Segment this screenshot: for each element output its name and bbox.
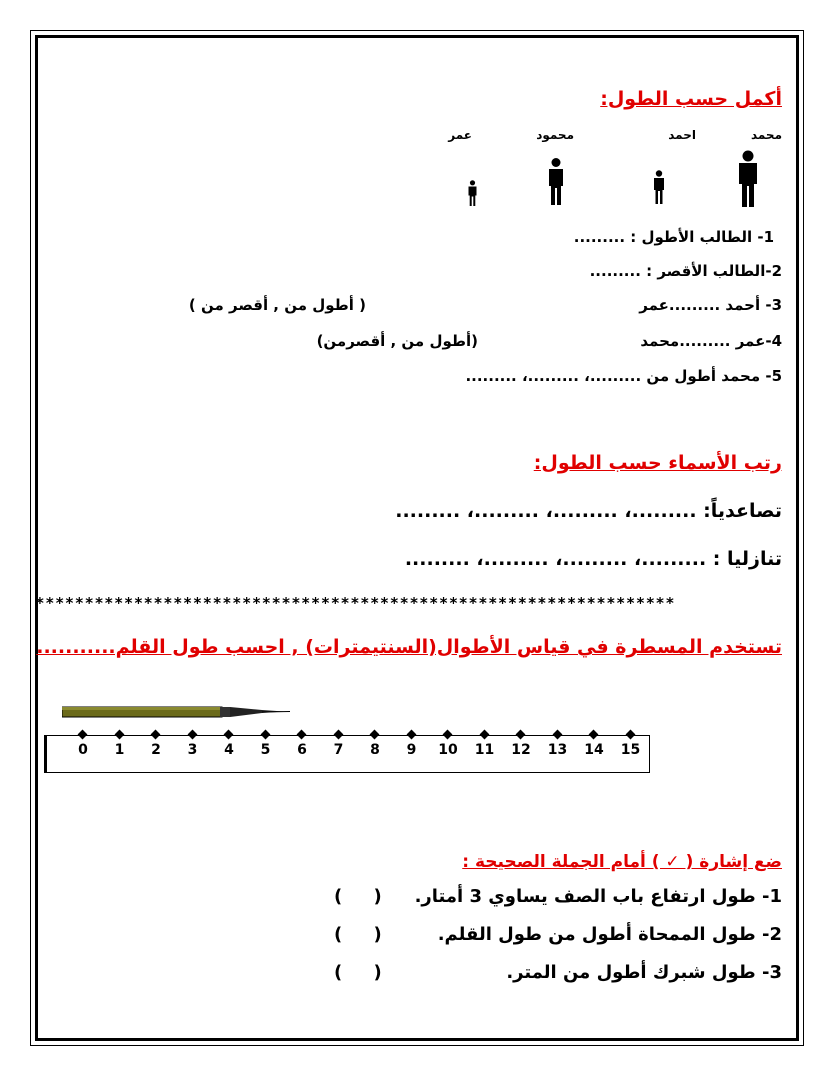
section1-heading: أكمل حسب الطول: [600,88,782,110]
ruler-number: 2 [151,742,161,758]
name-omar: عمر [448,128,472,142]
question-4-options: (أطول من , أقصرمن) [316,332,478,350]
name-mohammed: محمد [750,128,782,142]
statement-3: 3- طول شبرك أطول من المتر. [506,962,782,983]
question-2: 2-الطالب الأقصر : ......... [589,262,782,280]
person-icon-tall [735,150,761,208]
ruler-number: 4 [224,742,234,758]
ruler-number: 15 [620,742,641,758]
answer-bracket-1[interactable]: ( ) [334,886,382,907]
question-3: 3- أحمد .........عمر [639,296,782,314]
separator-stars: ***************************************************************** [36,594,676,612]
name-mahmoud: محمود [536,128,574,142]
ruler-number: 14 [584,742,604,758]
ruler-number: 12 [511,742,531,758]
ruler-number: 1 [114,742,125,758]
ruler-number: 8 [370,742,380,758]
person-icon-shortest [467,180,478,207]
answer-bracket-3[interactable]: ( ) [334,962,382,983]
ruler-number: 10 [438,742,458,758]
ruler-number: 3 [187,742,198,758]
section3-heading: تستخدم المسطرة في قياس الأطوال(السنتيمترات) , احسب طول القلم........... [36,636,782,658]
person-icon-medium [546,158,566,206]
statement-2: 2- طول الممحاة أطول من طول القلم. [437,924,782,945]
ruler-number: 13 [547,742,568,758]
question-1: 1- الطالب الأطول : ......... [573,228,774,246]
ruler-number: 9 [406,742,417,758]
descending-line: تنازليا : .........، .........، .........، ......... [404,548,782,570]
ascending-line: تصاعدياً: .........، .........، .........، ......... [395,500,782,522]
question-5: 5- محمد أطول من .........، .........، ......... [465,367,782,385]
ruler-number: 5 [260,742,271,758]
ruler-number: 7 [333,742,344,758]
ruler-number: 6 [297,742,307,758]
ruler-number: 0 [78,742,88,758]
pencil-icon [62,704,290,720]
question-4: 4-عمر .........محمد [640,332,782,350]
ruler-number: 11 [474,742,495,758]
answer-bracket-2[interactable]: ( ) [334,924,382,945]
section2-heading: رتب الأسماء حسب الطول: [533,452,782,474]
statement-1: 1- طول ارتفاع باب الصف يساوي 3 أمتار. [414,886,782,907]
name-ahmed: احمد [668,128,696,142]
question-3-options: ( أطول من , أقصر من ) [188,296,366,314]
person-icon-short [652,170,666,205]
section4-heading: ضع إشارة ( ✓ ) أمام الجملة الصحيحة : [462,852,782,872]
